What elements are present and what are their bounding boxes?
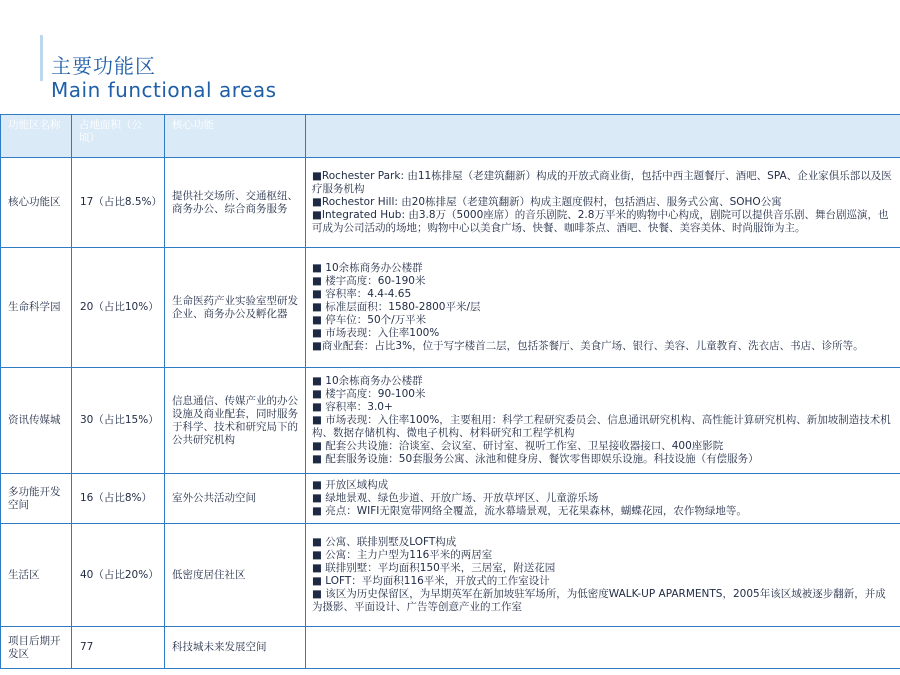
- core-function-cell: 室外公共活动空间: [165, 474, 306, 524]
- description-line: ■ LOFT：平均面积116平米，开放式的工作室设计: [312, 575, 550, 587]
- table-header-row: [1, 115, 900, 158]
- description-line: ■ 绿地景观、绿色步道、开放广场、开放草坪区、儿童游乐场: [312, 492, 599, 504]
- description-cell: [306, 368, 900, 474]
- description-line: ■商业配套：占比3%，位于写字楼首二层，包括茶餐厅、美食广场、银行、美容、儿童教育、洗衣店、书店、诊所等。: [312, 340, 864, 352]
- description-cell: [306, 158, 900, 248]
- core-function-cell: 科技城未来发展空间: [165, 627, 306, 669]
- land-area-cell: 40（占比20%）: [72, 524, 165, 627]
- area-name-cell: 生活区: [1, 524, 72, 627]
- description-line: ■ 容积率：3.0+: [312, 401, 393, 413]
- header-description: [306, 115, 900, 158]
- core-function-cell: 提供社交场所、交通枢纽、商务办公、综合商务服务: [165, 158, 306, 248]
- description-line: ■ 亮点：WIFI无限宽带网络全覆盖，流水幕墙景观，无花果森林，蝴蝶花园，农作物绿地等。: [312, 505, 747, 517]
- description-line: ■ 开放区域构成: [312, 479, 389, 491]
- core-function-cell: 低密度居住社区: [165, 524, 306, 627]
- table-row: [1, 368, 900, 474]
- header-core-function: 核心功能: [165, 115, 306, 158]
- table-row: [1, 627, 900, 669]
- description-line: ■ 公寓、联排别墅及LOFT构成: [312, 536, 457, 548]
- description-cell: [306, 248, 900, 368]
- land-area-cell: 17（占比8.5%）: [72, 158, 165, 248]
- header-area-name: 功能区名称: [1, 115, 72, 158]
- description-line: ■ 10余栋商务办公楼群: [312, 375, 423, 387]
- functional-areas-table: [0, 114, 900, 669]
- table-row: [1, 158, 900, 248]
- description-line: ■ 楼宇高度：60-190米: [312, 275, 426, 287]
- core-function-cell: 信息通信、传媒产业的办公设施及商业配套，同时服务于科学、技术和研究局下的公共研究机构: [165, 368, 306, 474]
- table-row: [1, 524, 900, 627]
- description-cell: [306, 627, 900, 669]
- description-cell: [306, 524, 900, 627]
- land-area-cell: 20（占比10%）: [72, 248, 165, 368]
- area-name-cell: 生命科学园: [1, 248, 72, 368]
- description-line: ■ 该区为历史保留区，为早期英军在新加坡驻军场所，为低密度WALK-UP APARMENTS，2005年该区域被逐步翻新，并成为摄影、平面设计、广告等创意产业的工作室: [312, 588, 886, 613]
- table-row: [1, 248, 900, 368]
- description-line: ■ 配套服务设施：50套服务公寓、泳池和健身房、餐饮零售即娱乐设施。科技设施（有偿服务）: [312, 453, 759, 465]
- description-line: ■ 公寓：主力户型为116平米的两居室: [312, 549, 493, 561]
- description-line: ■ 市场表现：入住率100%，主要租用：科学工程研究委员会、信息通讯研究机构、高性能计算研究机构、新加坡制造技术机构、数据存储机构、微电子机构、材料研究和工程学机构: [312, 414, 891, 439]
- table-row: [1, 474, 900, 524]
- description-line: ■Integrated Hub: 由3.8万（5000座席）的音乐剧院、2.8万平米的购物中心构成，剧院可以提供音乐剧、舞台剧巡演，也可成为公司活动的场地；购物中心以美食广场、快餐、咖啡茶点、酒吧、快餐、美容美体、时尚服饰为主。: [312, 209, 889, 234]
- land-area-cell: 77: [72, 627, 165, 669]
- description-line: ■Rochestor Hill: 由20栋排屋（老建筑翻新）构成主题度假村，包括酒店、服务式公寓、SOHO公寓: [312, 196, 782, 208]
- description-line: ■ 10余栋商务办公楼群: [312, 262, 423, 274]
- table-body: [1, 158, 900, 669]
- land-area-cell: 16（占比8%）: [72, 474, 165, 524]
- area-name-cell: 资讯传媒城: [1, 368, 72, 474]
- description-cell: [306, 474, 900, 524]
- description-line: ■ 市场表现：入住率100%: [312, 327, 440, 339]
- description-line: ■ 楼宇高度：90-100米: [312, 388, 426, 400]
- title-accent-bar: [40, 35, 43, 81]
- area-name-cell: 项目后期开发区: [1, 627, 72, 669]
- description-line: ■ 容积率：4.4-4.65: [312, 288, 412, 300]
- core-function-cell: 生命医药产业实验室型研发企业、商务办公及孵化器: [165, 248, 306, 368]
- description-line: ■ 配套公共设施：洽谈室、会议室、研讨室、视听工作室、卫星接收器接口、400座影院: [312, 440, 724, 452]
- land-area-cell: 30（占比15%）: [72, 368, 165, 474]
- description-line: ■ 停车位：50个/万平米: [312, 314, 427, 326]
- area-name-cell: 核心功能区: [1, 158, 72, 248]
- area-name-cell: 多功能开发空间: [1, 474, 72, 524]
- description-line: ■ 联排别墅：平均面积150平米，三居室，附送花园: [312, 562, 556, 574]
- header-land-area: 占地面积（公顷）: [72, 115, 165, 158]
- page-title: 主要功能区: [51, 54, 156, 78]
- description-line: ■Rochester Park: 由11栋排屋（老建筑翻新）构成的开放式商业街，包括中西主题餐厅、酒吧、SPA、企业家俱乐部以及医疗服务机构: [312, 170, 892, 195]
- description-line: ■ 标准层面积：1580-2800平米/层: [312, 301, 481, 313]
- page-subtitle: Main functional areas: [51, 78, 277, 102]
